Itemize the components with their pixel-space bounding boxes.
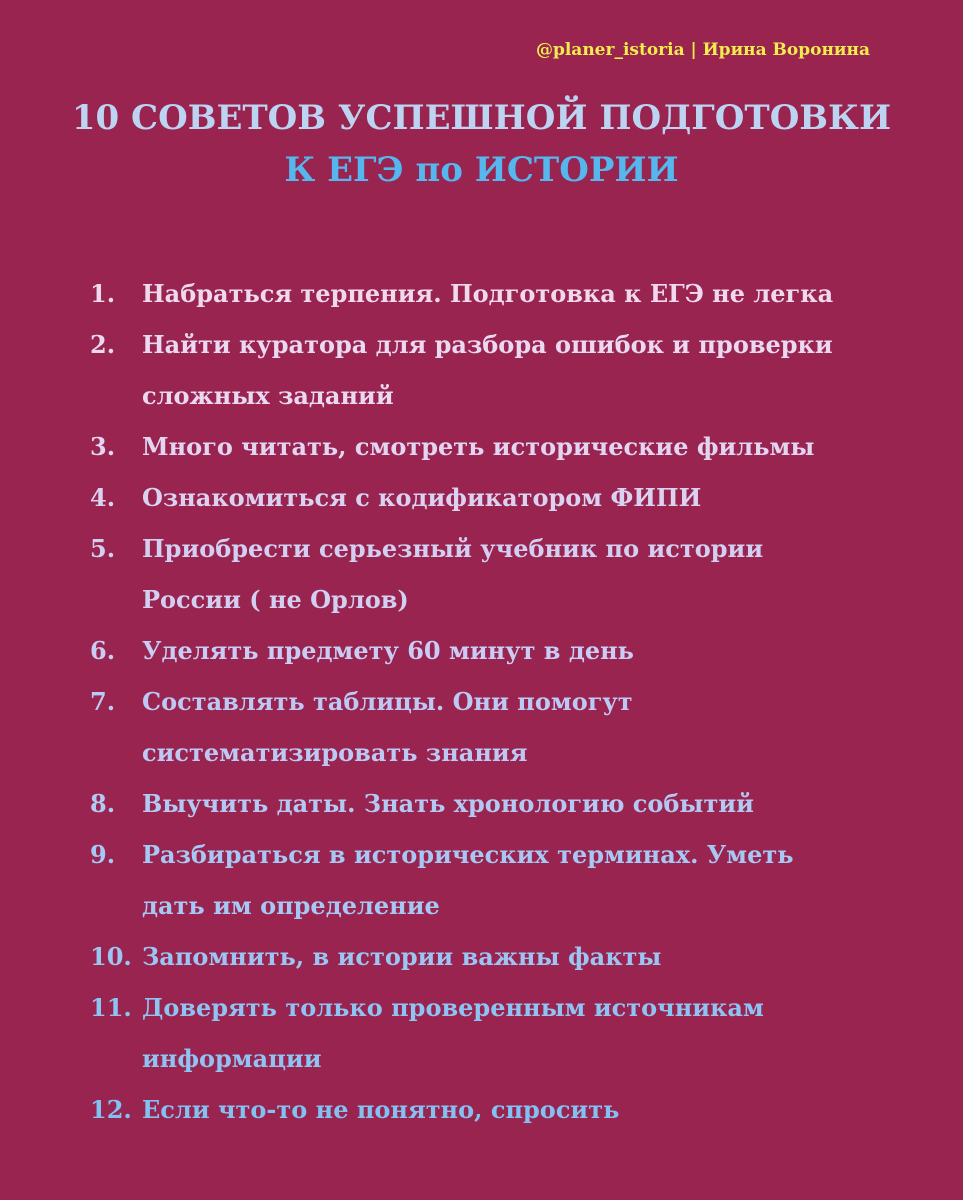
tip-text <box>142 931 872 982</box>
tip-line: Приобрести серьезный учебник по истории <box>142 534 764 563</box>
tip-line: Найти куратора для разбора ошибок и проверки <box>142 330 833 359</box>
tip-number: 3. <box>90 432 116 461</box>
tip-line: дать им определение <box>142 891 440 920</box>
tip-line: Если что-то не понятно, спросить <box>142 1095 620 1124</box>
tip-number: 2. <box>90 330 116 359</box>
tip-text <box>142 268 872 319</box>
tip-line: Много читать, смотреть исторические фильмы <box>142 432 815 461</box>
tip-number: 4. <box>90 483 116 512</box>
tip-number: 6. <box>90 636 116 665</box>
tip-text <box>142 778 872 829</box>
tip-text <box>142 982 872 1084</box>
tip-item <box>90 319 872 421</box>
tip-text <box>142 829 872 931</box>
tip-item <box>90 472 872 523</box>
page-title: 10 СОВЕТОВ УСПЕШНОЙ ПОДГОТОВКИ <box>71 98 892 138</box>
tip-line: Уделять предмету 60 минут в день <box>142 636 634 665</box>
tip-item <box>90 1084 872 1135</box>
tip-item <box>90 676 872 778</box>
tip-text <box>142 421 872 472</box>
tip-number: 10. <box>90 942 132 971</box>
tip-line: Ознакомиться с кодификатором ФИПИ <box>142 483 702 512</box>
tip-item <box>90 931 872 982</box>
tip-number: 9. <box>90 840 116 869</box>
tip-number: 5. <box>90 534 116 563</box>
tip-line: Разбираться в исторических терминах. Уметь <box>142 840 794 869</box>
tip-line: информации <box>142 1044 322 1073</box>
tip-number: 7. <box>90 687 116 716</box>
tip-text <box>142 1084 872 1135</box>
tip-line: Доверять только проверенным источникам <box>142 993 764 1022</box>
page-subtitle: К ЕГЭ по ИСТОРИИ <box>284 150 679 190</box>
tip-text <box>142 676 872 778</box>
tip-text <box>142 625 872 676</box>
tip-item <box>90 778 872 829</box>
tip-line: систематизировать знания <box>142 738 528 767</box>
author-handle: @planer_istoria | Ирина Воронина <box>535 40 870 60</box>
tip-item <box>90 421 872 472</box>
tip-item <box>90 625 872 676</box>
tip-item <box>90 982 872 1084</box>
tip-number: 12. <box>90 1095 132 1124</box>
tip-item <box>90 523 872 625</box>
tip-number: 1. <box>90 279 116 308</box>
tip-text <box>142 523 872 625</box>
tip-number: 8. <box>90 789 116 818</box>
tip-number: 11. <box>90 993 132 1022</box>
tip-text <box>142 472 872 523</box>
tip-line: Запомнить, в истории важны факты <box>142 942 662 971</box>
tip-line: сложных заданий <box>142 381 394 410</box>
tip-item <box>90 829 872 931</box>
tip-line: России ( не Орлов) <box>142 585 409 614</box>
tip-item <box>90 268 872 319</box>
tip-line: Составлять таблицы. Они помогут <box>142 687 633 716</box>
tip-line: Выучить даты. Знать хронологию событий <box>142 789 754 818</box>
tip-text <box>142 319 872 421</box>
tips-list <box>90 268 872 1135</box>
tip-line: Набраться терпения. Подготовка к ЕГЭ не легка <box>142 279 834 308</box>
